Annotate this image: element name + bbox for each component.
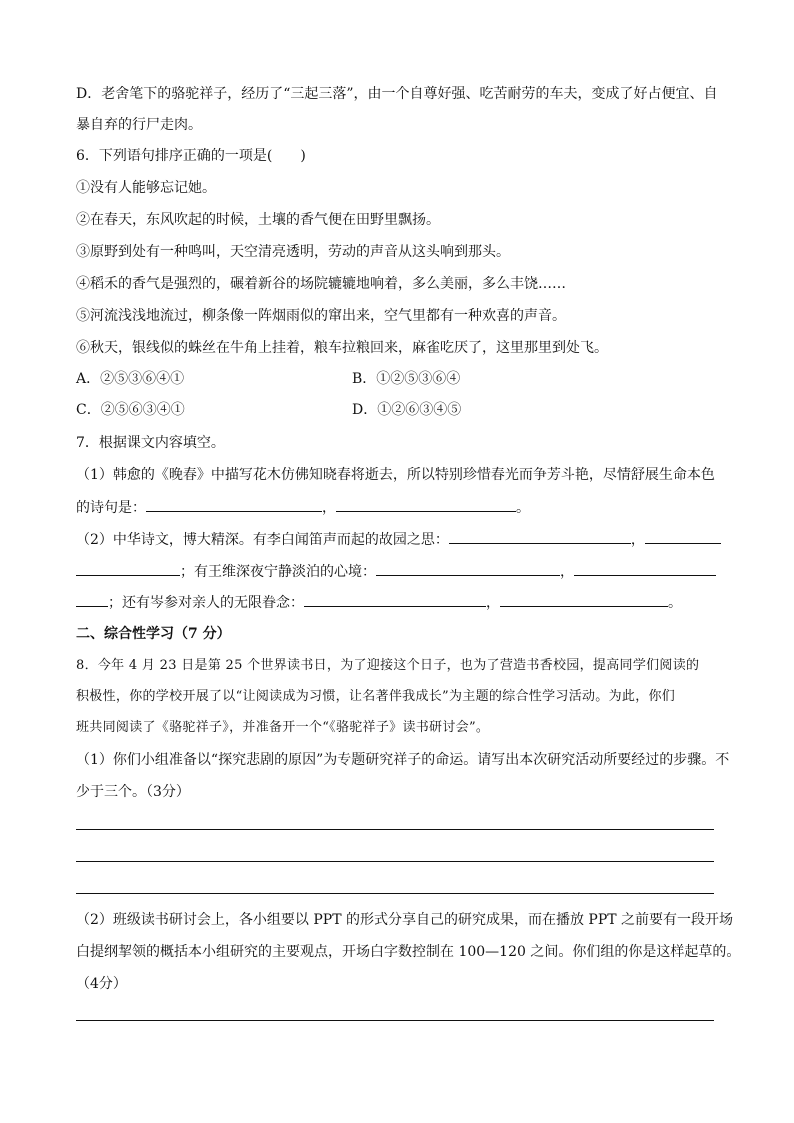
q6-item-6: ⑥秋天，银线似的蛛丝在牛角上挂着，粮车拉粮回来，麻雀吃厌了，这里那里到处飞。 <box>76 340 608 356</box>
q8-part2-line1: （2）班级读书研讨会上，各小组要以 PPT 的形式分享自己的研究成果，而在播放 PPT 之前要有一段开场 <box>76 912 734 928</box>
q8-intro-line1: 8．今年 4 月 23 日是第 25 个世界读书日，为了迎接这个日子，也为了营造书香校园，提高同学们阅读的 <box>76 658 700 673</box>
q6-option-b: B．①②⑤③⑥④ <box>352 371 461 387</box>
q5-option-d-line1: D．老舍笔下的骆驼祥子，经历了“三起三落”，由一个自尊好强、吃苦耐劳的车夫，变成了好占便宜、自 <box>76 86 718 102</box>
q7-part2-line1: （2）中华诗文，博大精深。有李白闻笛声而起的故园之思： ， <box>76 529 721 550</box>
answer-blank[interactable] <box>76 561 180 576</box>
answer-blank[interactable] <box>304 592 486 607</box>
section-2-title: 二、综合性学习（7 分） <box>76 626 231 642</box>
answer-blank[interactable] <box>574 561 716 576</box>
q6-option-d: D．①②⑥③④⑤ <box>352 402 462 418</box>
q8-part2-line2: 白提纲挈领的概括本小组研究的主要观点，开场白字数控制在 100—120 之间。你们组的你是这样起草的。 <box>76 944 741 960</box>
q8-intro-line2: 积极性，你的学校开展了以“让阅读成为习惯，让名著伴我成长”为主题的综合性学习活动。为此，你们 <box>76 689 676 704</box>
q7-part1-prefix: 的诗句是： <box>76 500 146 516</box>
q6-item-4: ④稻禾的香气是强烈的，碾着新谷的场院辘辘地响着，多么美丽，多么丰饶…… <box>76 276 566 292</box>
q8-part1-line1: （1）你们小组准备以“探究悲剧的原因”为专题研究祥子的命运。请写出本次研究活动所要经过的步骤。不 <box>76 752 730 768</box>
q8-part2-line3: （4分） <box>76 976 127 992</box>
answer-blank[interactable] <box>645 529 721 544</box>
answer-line[interactable] <box>76 829 714 830</box>
q7-part2-line3: ；还有岑参对亲人的无限眷念： ， 。 <box>76 592 682 613</box>
answer-blank[interactable] <box>146 497 322 512</box>
q5-option-d-line2: 暴自弃的行尸走肉。 <box>76 117 202 133</box>
q6-option-c: C．②⑤⑥③④① <box>76 402 185 418</box>
q7-part2-tail: ；还有岑参对亲人的无限眷念： <box>108 595 304 611</box>
answer-line[interactable] <box>76 861 714 862</box>
q7-part2-prefix: （2）中华诗文，博大精深。有李白闻笛声而起的故园之思： <box>76 532 449 548</box>
q8-part1-line2: 少于三个。（3分） <box>76 784 190 800</box>
answer-line[interactable] <box>76 1020 714 1021</box>
answer-blank[interactable] <box>449 529 631 544</box>
q6-item-5: ⑤河流浅浅地流过，柳条像一阵烟雨似的窜出来，空气里都有一种欢喜的声音。 <box>76 308 566 324</box>
answer-blank[interactable] <box>500 592 668 607</box>
q6-item-2: ②在春天，东风吹起的时候，土壤的香气便在田野里飘扬。 <box>76 212 440 228</box>
answer-blank[interactable] <box>76 592 108 607</box>
q6-stem: 6．下列语句排序正确的一项是( ) <box>76 148 306 164</box>
answer-blank[interactable] <box>336 497 516 512</box>
q7-part1-line1: （1）韩愈的《晚春》中描写花木仿佛知晓春将逝去，所以特别珍惜春光而争芳斗艳，尽情舒展生命本色 <box>76 467 715 483</box>
q7-part1-line2: 的诗句是： ， 。 <box>76 497 530 518</box>
q6-item-3: ③原野到处有一种鸣叫，天空清亮透明，劳动的声音从这头响到那头。 <box>76 244 510 260</box>
q6-item-1: ①没有人能够忘记她。 <box>76 180 216 196</box>
answer-blank[interactable] <box>376 561 560 576</box>
q7-stem: 7．根据课文内容填空。 <box>76 435 225 451</box>
q6-option-a: A．②⑤③⑥④① <box>76 371 185 387</box>
q7-part2-mid: ；有王维深夜宁静淡泊的心境： <box>180 564 376 580</box>
answer-line[interactable] <box>76 893 714 894</box>
q8-intro-line3: 班共同阅读了《骆驼祥子》，并准备开一个“《骆驼祥子》读书研讨会”。 <box>76 720 490 735</box>
q7-part2-line2: ；有王维深夜宁静淡泊的心境： ， <box>76 561 716 582</box>
